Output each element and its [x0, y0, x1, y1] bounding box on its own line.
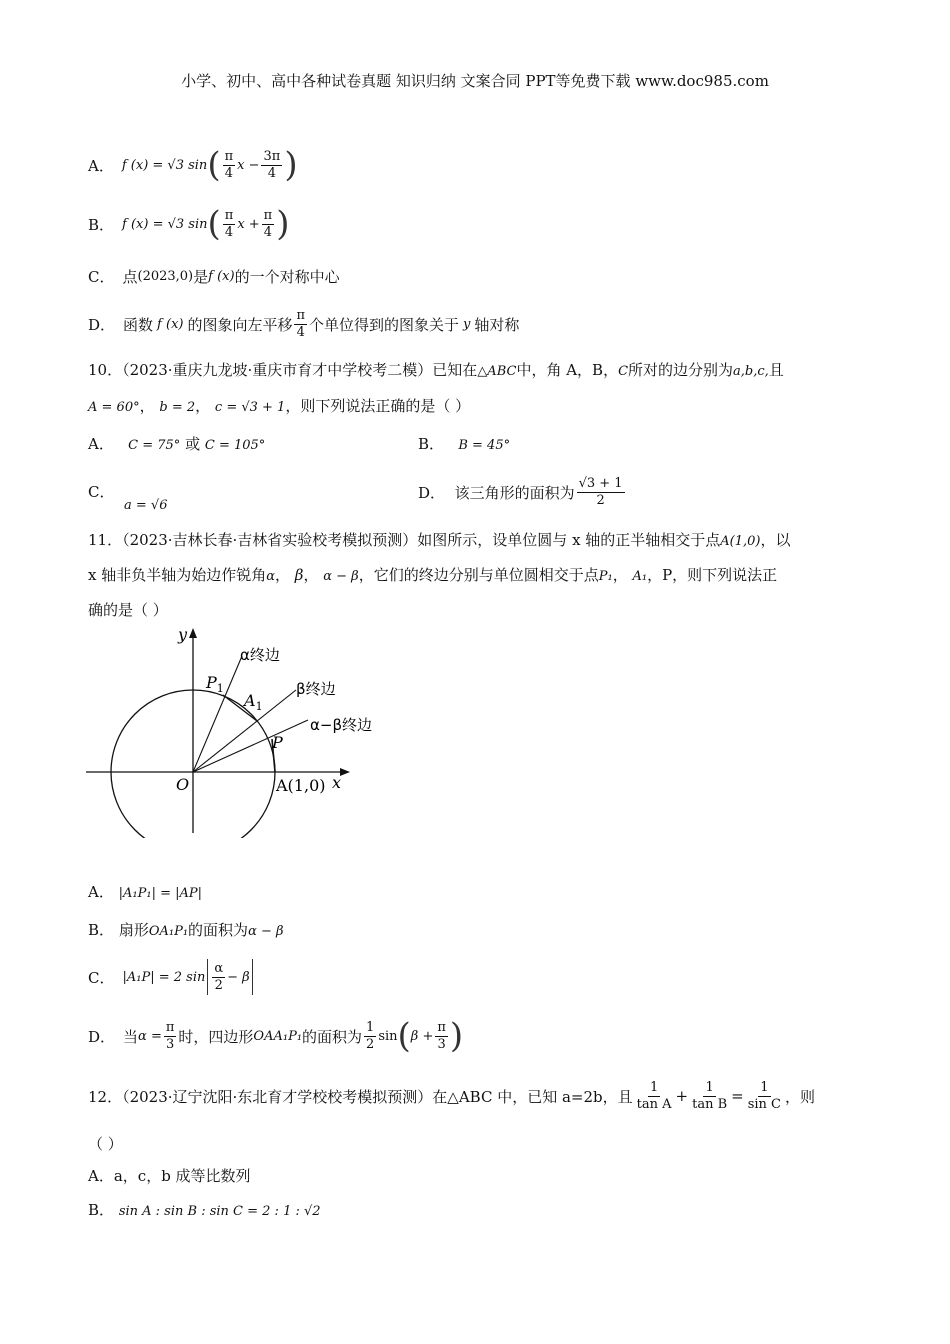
alpha-minus-beta-label: α−β终边	[310, 716, 373, 734]
q11-option-d: D． 当 α = $\frac{\pi}{3}$ 时，四边形 OAA₁P₁ 的面积为 $\frac{1}{2}$ sin ( β + $\frac{\pi}{3}$ )	[88, 1016, 464, 1056]
q11-stem-line2: x 轴非负半轴为始边作锐角α， β， α − β，它们的终边分别与单位圆相交于点P₁， A₁，P，则下列说法正	[88, 566, 778, 584]
math-expression: f (x) = √3 sin	[122, 216, 208, 232]
y-label: y	[178, 628, 188, 644]
q10-stem-line1: 10．（2023·重庆九龙坡·重庆市育才中学校考二模）已知在△ABC中，角 A，B，C所对的边分别为a,b,c,且	[88, 361, 784, 379]
fraction: $\frac{\pi}{4}$	[263, 207, 273, 240]
fraction: $\frac{\pi}{3}$	[437, 1019, 446, 1052]
q12-stem-line2: （ ）	[88, 1135, 123, 1153]
option-label: D．	[88, 315, 116, 334]
y-axis-arrow	[189, 628, 197, 638]
option-label: B．	[88, 215, 115, 234]
q10-stem-line2: A = 60°， b = 2， c = √3 + 1，则下列说法正确的是（ ）	[88, 397, 471, 415]
page-header: 小学、初中、高中各种试卷真题 知识归纳 文案合同 PPT等免费下载 www.doc985.com	[181, 72, 769, 90]
option-label: C．	[88, 267, 115, 286]
q11-option-a: A． |A₁P₁| = |AP|	[88, 883, 202, 901]
option-label: A．	[88, 156, 114, 175]
x-label: x	[332, 773, 342, 792]
point-a1-label: $A_1$	[244, 691, 263, 713]
point-p-label: P	[272, 733, 283, 752]
fraction: $\frac{\pi}{4}$	[296, 307, 306, 340]
point-p1-label: $P_1$	[206, 673, 224, 695]
q9-option-d: D． 函数 f (x) 的图象向左平移 $\frac{\pi}{4}$ 个单位得到的图象关于 y 轴对称	[88, 307, 520, 340]
fraction: $\frac{√3 + 1}{2}$	[578, 475, 623, 508]
x-axis-arrow	[340, 768, 350, 776]
q11-stem-line1: 11．（2023·吉林长春·吉林省实验校考模拟预测）如图所示，设单位圆与 x 轴的正半轴相交于点A(1,0)，以	[88, 531, 791, 549]
q10-option-a: A． C = 75° 或 C = 105°	[88, 435, 266, 453]
origin-label: O	[176, 775, 190, 794]
fraction: $\frac{1}{\text{tan A}}$	[636, 1079, 672, 1112]
q11-option-c: C． |A₁P| = 2 sin $\frac{\alpha}{2}$ − β	[88, 955, 255, 999]
math-expression: f (x) = √3 sin	[121, 157, 208, 173]
alpha-terminal-side	[193, 656, 242, 772]
fraction: $\frac{\pi}{4}$	[224, 148, 234, 181]
fraction: $\frac{\pi}{3}$	[165, 1019, 175, 1052]
q11-option-b: B． 扇形OA₁P₁的面积为α − β	[88, 921, 284, 939]
fraction: $\frac{3\pi}{4}$	[263, 148, 281, 181]
q9-option-b: B． f (x) = √3 sin ( $\frac{\pi}{4}$ x + $\frac{\pi}{4}$ )	[88, 204, 290, 244]
fraction: $\frac{1}{2}$	[366, 1019, 375, 1052]
beta-terminal-label: β终边	[296, 680, 336, 698]
fraction: $\frac{\pi}{4}$	[224, 207, 234, 240]
q11-stem-line3: 确的是（ ）	[88, 601, 168, 619]
alpha-minus-beta-terminal-side	[193, 720, 308, 772]
q10-option-d: D． 该三角形的面积为 $\frac{√3 + 1}{2}$	[418, 475, 623, 508]
alpha-terminal-label: α终边	[240, 646, 280, 664]
q10-option-c: C．	[88, 483, 115, 501]
q9-option-a: A． f (x) = √3 sin ( $\frac{\pi}{4}$ x − $\frac{3\pi}{4}$ )	[88, 145, 298, 185]
unit-circle-figure	[86, 628, 406, 838]
fraction: $\frac{1}{\text{tan B}}$	[692, 1079, 728, 1112]
point-a-label: A(1,0)	[276, 776, 326, 795]
q10-option-b: B． B = 45°	[418, 435, 511, 453]
q12-option-b: B． sin A : sin B : sin C = 2 : 1 : √2	[88, 1201, 321, 1219]
q9-option-c: C． 点 (2023,0) 是 f (x) 的一个对称中心	[88, 267, 340, 286]
fraction: $\frac{1}{\text{sin C}}$	[747, 1079, 781, 1112]
q12-stem-line1: 12．（2023·辽宁沈阳·东北育才学校校考模拟预测）在△ABC 中，已知 a=2b，且 $\frac{1}{\text{tan A}}$ + $\frac{1}{\text{tan B}}$ = $\frac{1}{\text{sin C}}$ ，则	[88, 1079, 816, 1112]
q12-option-a: A．a，c，b 成等比数列	[88, 1167, 251, 1185]
q10-option-c-math: a = √6	[124, 498, 168, 513]
fraction: $\frac{\alpha}{2}$	[214, 960, 224, 993]
